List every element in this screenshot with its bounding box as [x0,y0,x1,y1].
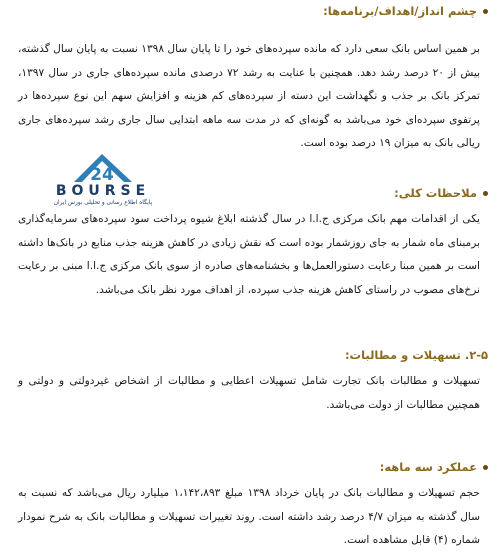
section-heading-general: ملاحظات کلی: [394,186,488,200]
logo-digits: 24 [90,165,114,185]
paragraph-general: یکی از اقدامات مهم بانک مرکزی ج.ا.ا در سال گذشته ابلاغ شیوه پرداخت سود سپرده‌های سرمایه‌گذاری برمبنای ماه شمار به جای روزشمار بوده است که نقش زیادی در کاهش هزینه جذب منابع در بانک‌ها داشته است بر همین مبنا رعایت دستورالعمل‌ها و بخشنامه‌های صادره از سوی بانک مرکزی ج.ا.ا مبنی بر رعایت نرخ‌های مصوب در راستای کاهش هزینه جذب سپرده، از اهداف مورد نظر بانک می‌باشد. [18,213,480,296]
section-heading-vision: چشم انداز/اهداف/برنامه‌ها: [323,4,488,18]
bullet-icon [483,191,488,196]
logo-tagline: پایگاه اطلاع رسانی و تحلیلی بورس ایران [53,200,153,206]
bullet-icon [483,9,488,14]
section-heading-loans: ۲-۵. تسهیلات و مطالبات: [344,348,488,362]
paragraph-loans: تسهیلات و مطالبات بانک تجارت شامل تسهیلات اعطایی و مطالبات از اشخاص غیردولتی و دولتی و همچنین مطالبات از دولت می‌باشد. [18,375,480,411]
logo-emblem-icon [74,154,132,185]
section-heading-quarterly: عملکرد سه ماهه: [380,460,488,474]
paragraph-vision: بر همین اساس بانک سعی دارد که مانده سپرده‌های خود را تا پایان سال ۱۳۹۸ نسبت به پایان سال گذشته، بیش از ۲۰ درصد رشد دهد. همچنین با عنایت به رشد ۷۲ درصدی مانده سپرده‌های جاری در سال ۱۳۹۷، تمرکز بانک بر جذب و نگهداشت این دسته از سپرده‌های کم هزینه و افزایش سهم این نوع سپرده‌ها در پرتفوی سپرده‌ای خود می‌باشد به گونه‌ای که در مدت سه ماهه ابتدایی سال جاری رشد سپرده‌های جاری ریالی بانک به میزان ۱۹ درصد بوده است. [18,43,480,149]
paragraph-quarterly: حجم تسهیلات و مطالبات بانک در پایان خرداد ۱۳۹۸ مبلغ ۱،۱۴۲،۸۹۳ میلیارد ریال می‌باشد که نسبت به سال گذشته به میزان ۴/۷ درصد رشد داشته است. روند تغییرات تسهیلات و مطالبات بانک به شرح نمودار شماره (۴) قابل مشاهده است. [18,487,480,546]
bullet-icon [483,465,488,470]
logo-wordmark: BOURSE [55,183,151,199]
bourse24-logo [14,148,192,206]
